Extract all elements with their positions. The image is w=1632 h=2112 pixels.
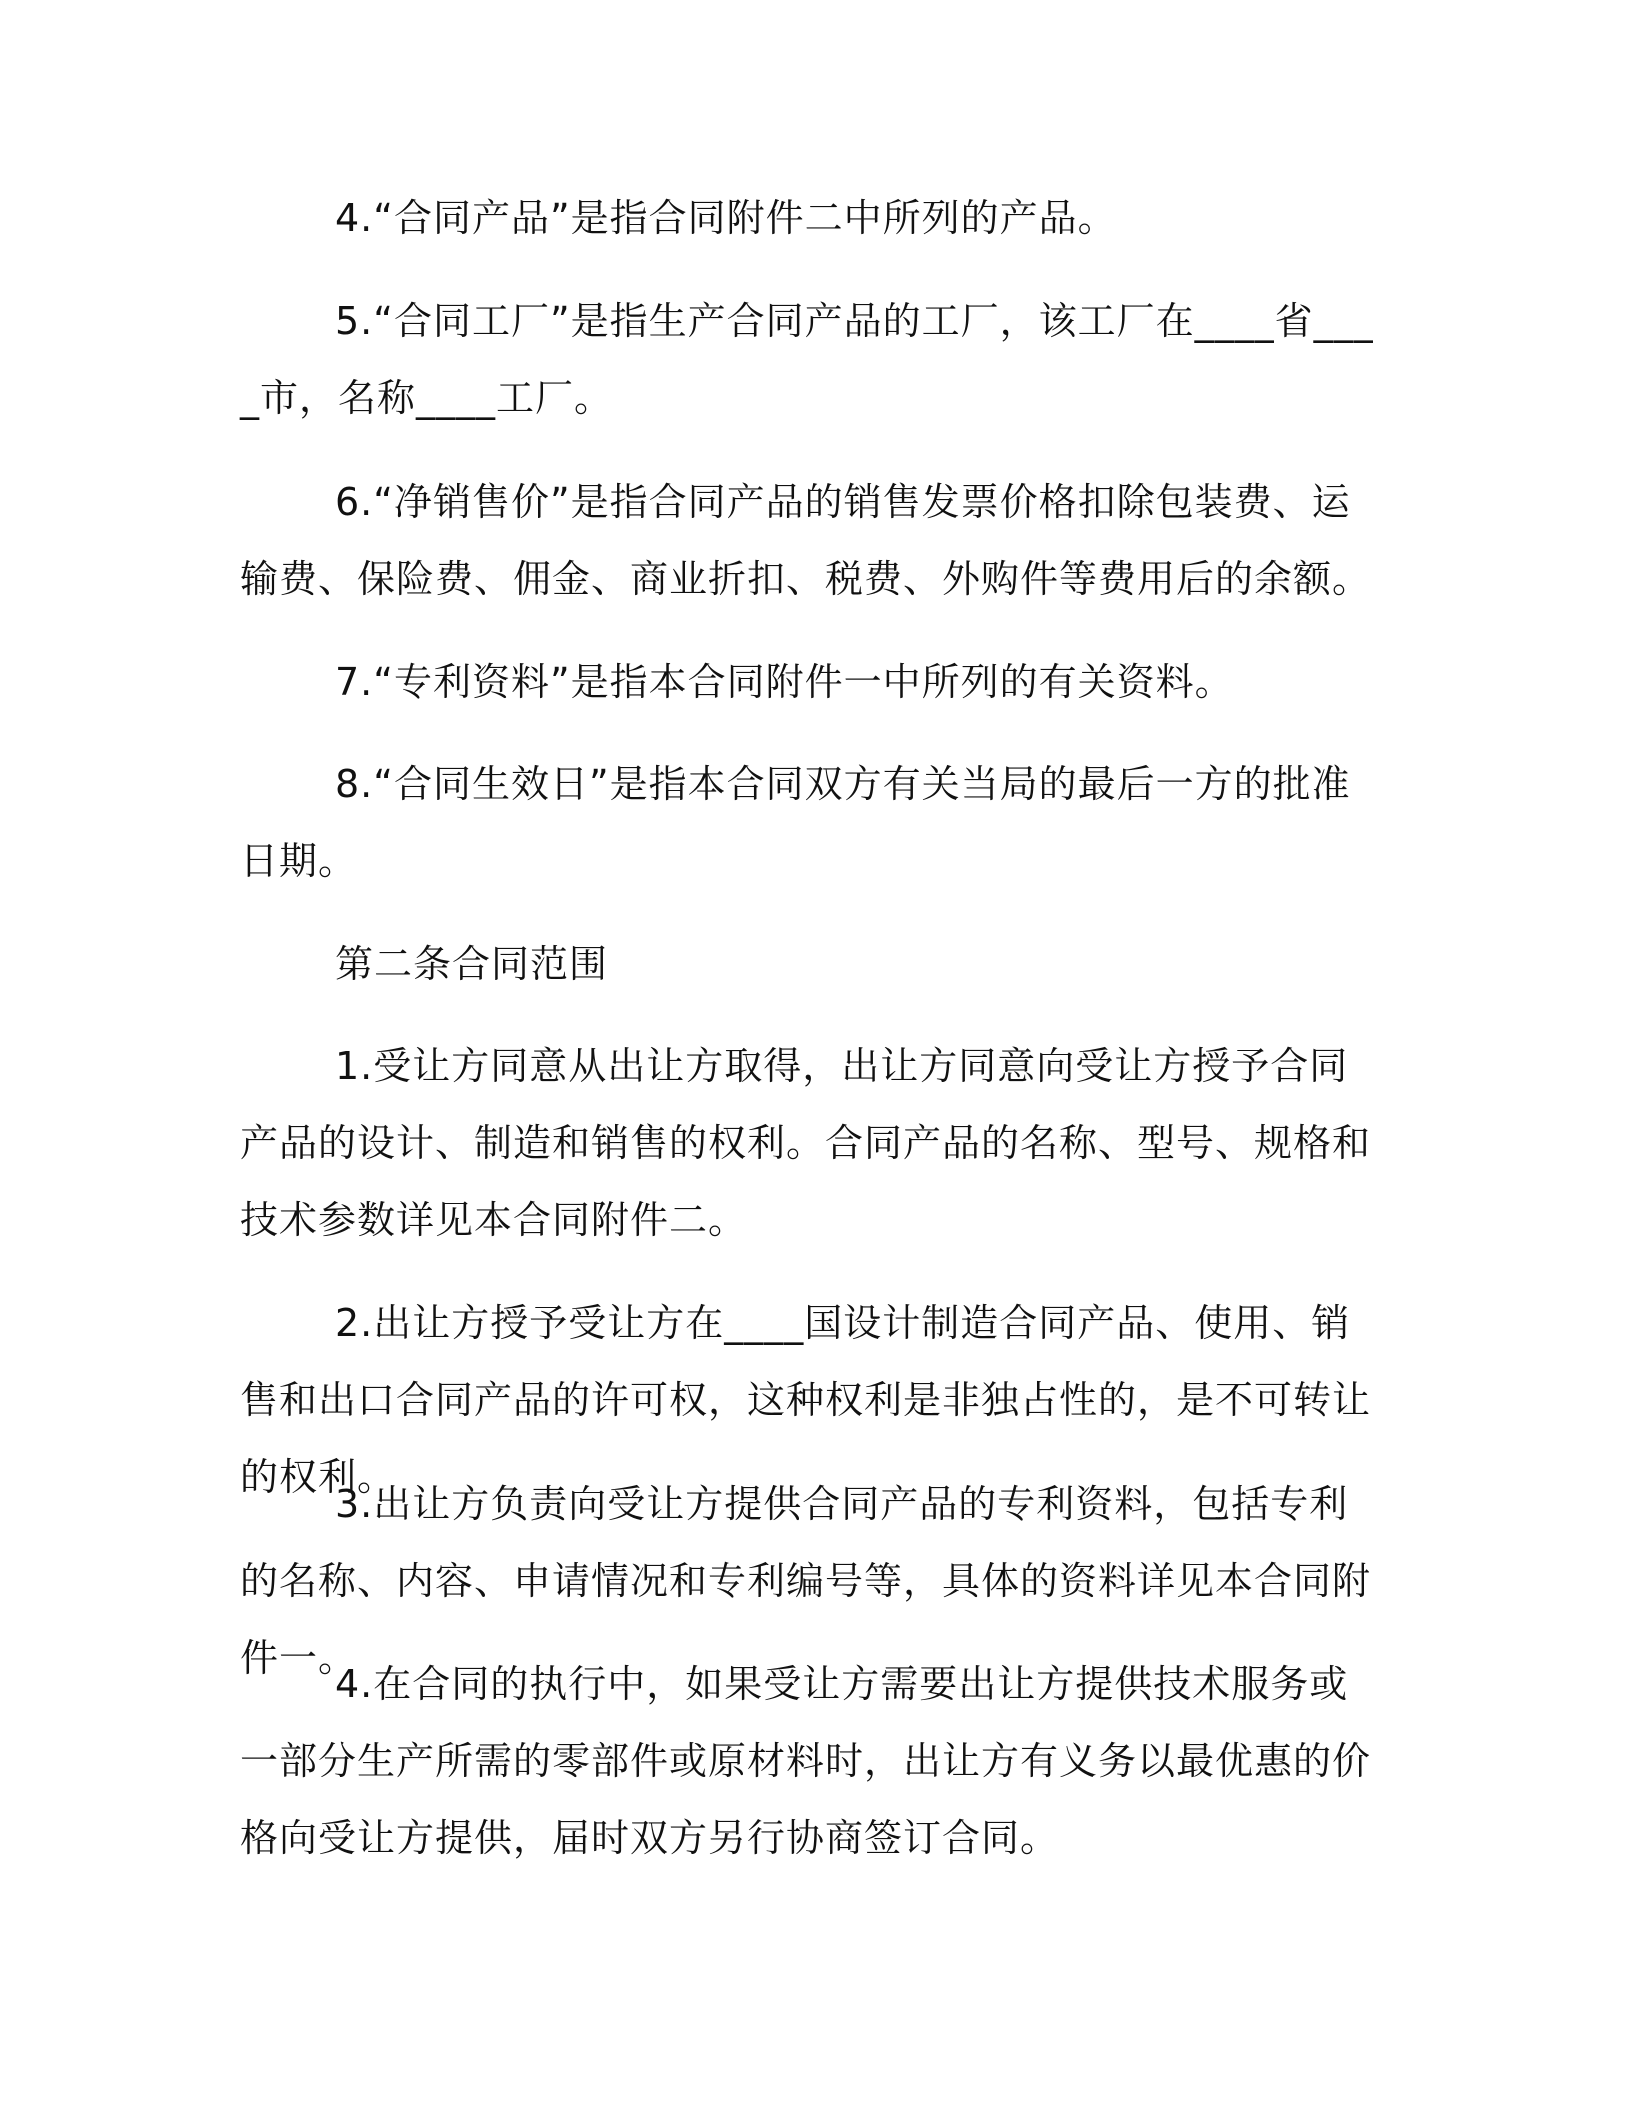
scope-2-paragraph: 2.出让方授予受让方在____国设计制造合同产品、使用、销售和出口合同产品的许可权，这种权利是非独占性的，是不可转让的权利。 — [240, 1301, 1372, 1499]
definition-4-paragraph: 4.“合同产品”是指合同附件二中所列的产品。 — [335, 196, 1117, 240]
section-heading: 第二条合同范围 — [335, 942, 609, 986]
definition-7-paragraph: 7.“专利资料”是指本合同附件一中所列的有关资料。 — [335, 660, 1234, 704]
scope-4-paragraph: 4.在合同的执行中，如果受让方需要出让方提供技术服务或一部分生产所需的零部件或原材料时，出让方有义务以最优惠的价格向受让方提供，届时双方另行协商签订合同。 — [240, 1662, 1372, 1860]
scope-3-paragraph: 3.出让方负责向受让方提供合同产品的专利资料，包括专利的名称、内容、申请情况和专利编号等，具体的资料详见本合同附件一。 — [240, 1482, 1372, 1680]
definition-6-paragraph: 6.“净销售价”是指合同产品的销售发票价格扣除包装费、运输费、保险费、佣金、商业折扣、税费、外购件等费用后的余额。 — [240, 480, 1372, 601]
definition-5-paragraph: 5.“合同工厂”是指生产合同产品的工厂，该工厂在____省____市，名称____工厂。 — [240, 299, 1374, 420]
definition-8-paragraph: 8.“合同生效日”是指本合同双方有关当局的最后一方的批准日期。 — [240, 762, 1351, 883]
scope-1-paragraph: 1.受让方同意从出让方取得，出让方同意向受让方授予合同产品的设计、制造和销售的权利。合同产品的名称、型号、规格和技术参数详见本合同附件二。 — [240, 1044, 1372, 1242]
